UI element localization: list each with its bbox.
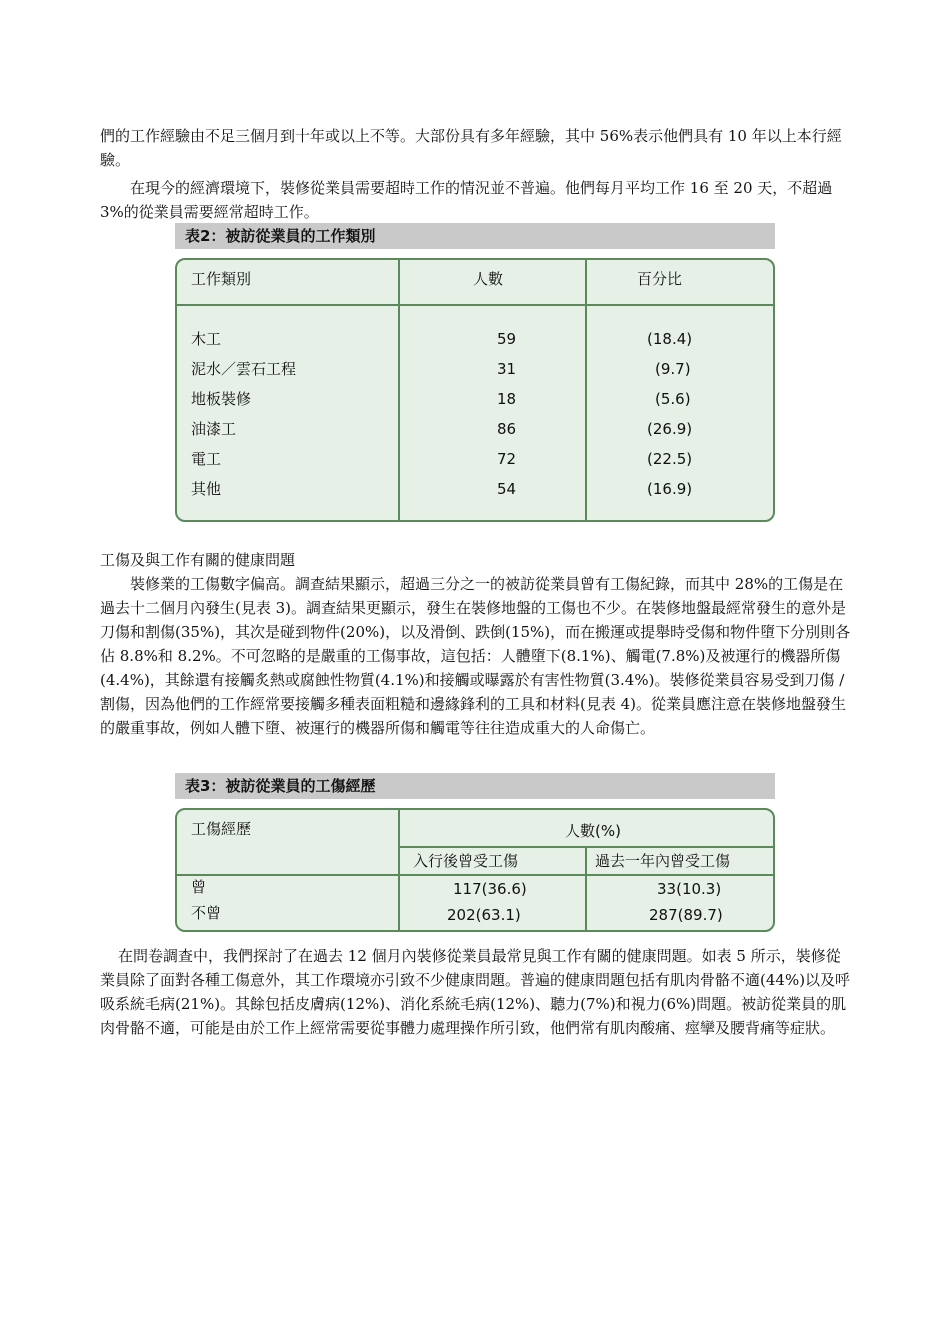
table3-since-entry: 117(36.6) [453,880,527,898]
table2-count: 18 [497,390,517,408]
table3-subheader-past-year: 過去一年內曾受工傷 [595,852,731,870]
table2 [175,258,775,522]
table3-past-year: 33(10.3) [657,880,722,898]
table3-title: 表3：被訪從業員的工傷經歷 [175,773,775,799]
table3-past-year: 287(89.7) [649,906,723,924]
table3-divider [398,810,400,930]
table2-category: 電工 [191,450,222,468]
table2-divider [398,260,400,520]
table2-percent: (9.7) [655,360,691,378]
table2-header-percent: 百分比 [637,270,683,288]
table2-header-rule [177,304,773,306]
table3 [175,808,775,932]
table2-category: 油漆工 [191,420,237,438]
table2-percent: (22.5) [647,450,693,468]
table3-label: 不曾 [191,904,222,922]
table2-percent: (26.9) [647,420,693,438]
table2-category: 地板裝修 [191,390,252,408]
paragraph-health: 在問卷調查中，我們探討了在過去 12 個月內裝修從業員最常見與工作有關的健康問題。如表 5 所示，裝修從業員除了面對各種工傷意外，其工作環境亦引致不少健康問題。普遍的健康問題包括有肌肉骨骼不適(44%)以及呼吸系統毛病(21%)。其餘包括皮膚病(12%)、消化系統毛病(12%)、聽力(7%)和視力(6%)問題。被訪從業員的肌肉骨骼不適，可能是由於工作上經常需要從事體力處理操作所引致，他們常有肌肉酸痛、痙攣及腰背痛等症狀。 [100,947,851,1037]
table2-percent: (16.9) [647,480,693,498]
table3-header-count: 人數(%) [565,822,621,840]
paragraph-overtime: 在現今的經濟環境下，裝修從業員需要超時工作的情況並不普遍。他們每月平均工作 16 至 20 天，不超過 3%的從業員需要經常超時工作。 [100,179,833,221]
table2-category: 其他 [191,480,222,498]
table2-divider [585,260,587,520]
table2-category: 泥水／雲石工程 [191,360,297,378]
table2-title: 表2：被訪從業員的工作類別 [175,223,775,249]
table3-subheader-since-entry: 入行後曾受工傷 [413,852,519,870]
table3-header-experience: 工傷經歷 [191,820,252,838]
table2-count: 31 [497,360,517,378]
table3-divider [585,846,587,930]
table3-since-entry: 202(63.1) [447,906,521,924]
paragraph-experience: 們的工作經驗由不足三個月到十年或以上不等。大部份具有多年經驗，其中 56%表示他們具有 10 年以上本行經驗。 [100,127,842,169]
table2-count: 72 [497,450,517,468]
table2-count: 86 [497,420,517,438]
table2-header-category: 工作類別 [191,270,252,288]
section-heading: 工傷及與工作有關的健康問題 [100,551,296,569]
paragraph-injuries: 裝修業的工傷數字偏高。調查結果顯示，超過三分之一的被訪從業員曾有工傷紀錄，而其中 28%的工傷是在過去十二個月內發生(見表 3)。調查結果更顯示，發生在裝修地盤的工傷也不少。在裝修地盤最經常發生的意外是刀傷和割傷(35%)，其次是碰到物件(20%)，以及滑倒、跌倒(15%)，而在搬運或提舉時受傷和物件墮下分別則各佔 8.8%和 8.2%。不可忽略的是嚴重的工傷事故，這包括：人體墮下(8.1%)、觸電(7.8%)及被運行的機器所傷(4.4%)，其餘還有接觸炙熱或腐蝕性物質(4.1%)和接觸或曝露於有害性物質(3.4%)。裝修從業員容易受到刀傷 / 割傷，因為他們的工作經常要接觸多種表面粗糙和邊緣鋒利的工具和材料(見表 4)。從業員應注意在裝修地盤發生的嚴重事故，例如人體下墮、被運行的機器所傷和觸電等往往造成重大的人命傷亡。 [100,575,851,737]
table2-count: 54 [497,480,517,498]
table2-percent: (5.6) [655,390,691,408]
table2-percent: (18.4) [647,330,693,348]
table2-category: 木工 [191,330,222,348]
table3-header-rule [177,874,773,876]
table2-header-count: 人數 [473,270,504,288]
table3-label: 曾 [191,878,207,896]
table3-subheader-rule [398,846,773,848]
table2-count: 59 [497,330,517,348]
